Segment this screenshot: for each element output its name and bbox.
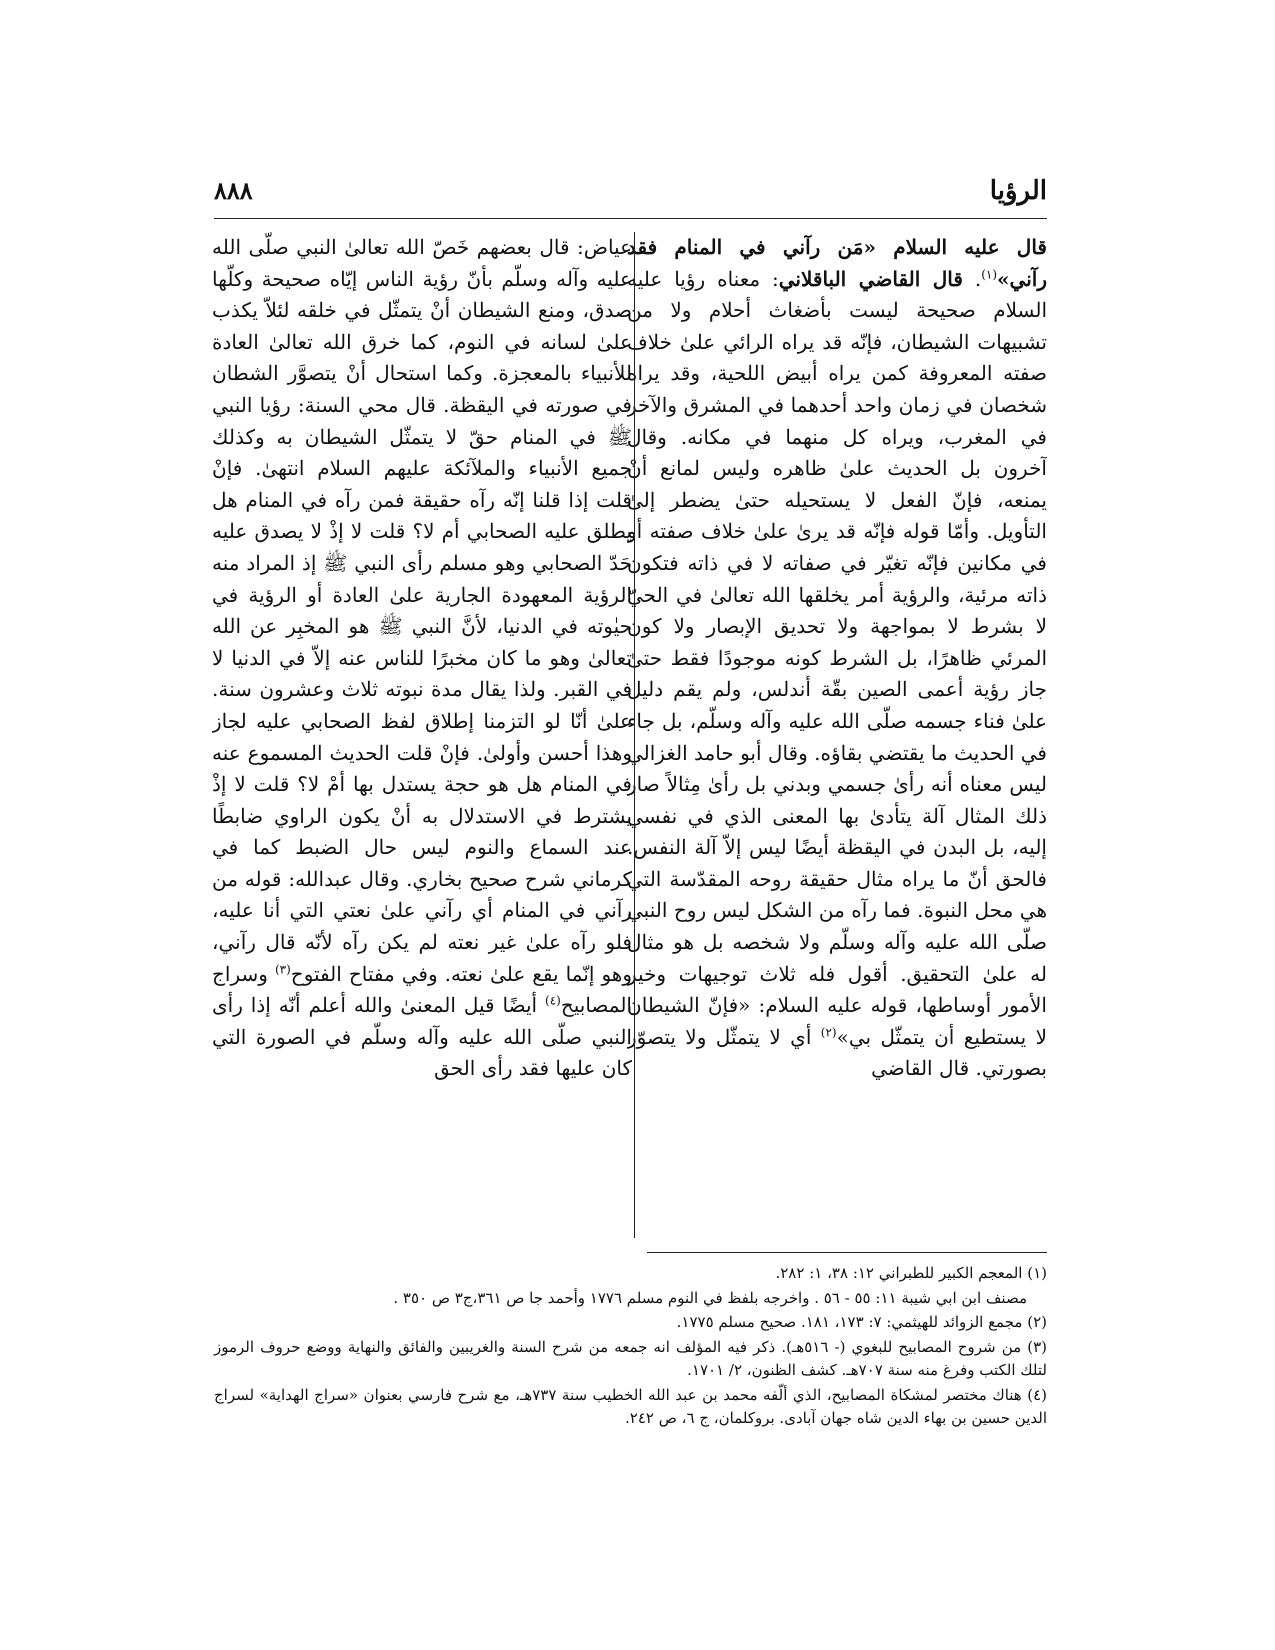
footnote-ref-2: (٢) <box>820 1025 837 1040</box>
footnote-1: (١) المعجم الكبير للطبراني ١٢: ٣٨، ١: ٢٨٢. <box>775 1264 1047 1282</box>
baqillani-label: قال القاضي الباقلاني <box>778 266 963 291</box>
left-column <box>212 232 632 1242</box>
hadith-quote: قال عليه السلام «مَن رآني في المنام فقد رآني» <box>627 235 1047 291</box>
left-body-3: أيضًا قيل المعنىٰ والله أعلم أنّه إذا رأى النبي صلّى الله عليه وآله وسلّم في الصورة التي كان عليها فقد رأى الحق <box>212 993 632 1081</box>
column-rule <box>634 232 635 1238</box>
running-title: الرؤيا <box>989 176 1047 206</box>
header-rule <box>214 218 1047 219</box>
footnote-2: (٢) مجمع الزوائد للهيثمي: ٧: ١٧٣، ١٨١. صحيح مسلم ١٧٧٥. <box>676 1313 1047 1331</box>
footnote-3: (٣) من شروح المصابيح للبغوي (- ٥١٦هـ). ذكر فيه المؤلف انه جمعه من شرح السنة والغريبين والفائق والنهاية ووضع حروف الرموز لتلك الكتب وفرغ منه سنة ٧٠٧هـ. كشف الظنون، ٢/ ١٧٠١. <box>214 1337 1048 1379</box>
right-body-1: : معناه رؤيا عليه السلام صحيحة ليست بأضغاث أحلام ولا من تشبيهات الشيطان، فإنّه قد يراه الرائي علىٰ خلاف صفته المعروفة كمن يراه أبيض اللحية، وقد يراه شخصان في زمان واحد أحدهما في المشرق والآخر في المغرب، ويراه كل منهما في مكانه. وقال آخرون بل الحديث علىٰ ظاهره وليس لمانع أنْ يمنعه، فإنّ الفعل لا يستحيله حتىٰ يضطر إلىٰ التأويل. وأمّا قوله فإنّه قد يرىٰ علىٰ خلاف صفته أو في مكانين فإنّه تغيّر في صفاته لا في ذاته فتكون ذاته مرئية، والرؤية أمر يخلقها الله تعالىٰ في الحيّ لا بشرط لا بمواجهة ولا تحديق الإبصار ولا كون المرئي ظاهرًا، بل الشرط كونه موجودًا فقط حتىٰ جاز رؤية أعمى الصين بقّة أندلس، ولم يقم دليل علىٰ فناء جسمه صلّى الله عليه وآله وسلّم، بل جاء في الحديث ما يقتضي بقاؤه. وقال أبو حامد الغزالي ليس معناه أنه رأىٰ جسمي وبدني بل رأىٰ مِثالاً صار ذلك المثال آلة يتأدىٰ بها المعنى الذي في نفسي إليه، بل البدن في اليقظة أيضًا ليس إلاّ آلة النفس. فالحق أنّ ما يراه مثال حقيقة روحه المقدّسة التي هي محل النبوة. فما رآه من الشكل ليس روح النبي صلّى الله عليه وآله وسلّم ولا شخصه بل هو مثال له علىٰ التحقيق. أقول فله ثلاث توجيهات وخير الأمور أوساطها، قوله عليه السلام: «فإنّ الشيطان لا يستطيع أن يتمثّل بي» <box>627 266 1047 1049</box>
left-column-text <box>212 232 632 1085</box>
footnote-ref-3: (٣) <box>274 962 291 976</box>
right-column-text: قال عليه السلام «مَن رآني في المنام فقد رآني»$^{(١)}$. قال القاضي الباقلاني: معناه رؤيا عليه السلام صحيحة ليست بأضغاث أحلام ولا من تشبيهات الشيطان، فإنّه قد يراه الرائي علىٰ خلاف صفته المعروفة كمن يراه أبيض اللحية، وقد يراه شخصان في زمان واحد أحدهما في المشرق والآخر في المغرب، ويراه كل منهما في مكانه. وقال آخرون بل الحديث علىٰ ظاهره وليس لمانع أنْ يمنعه، فإنّ الفعل لا يستحيله حتىٰ يضطر إلىٰ التأويل. وأمّا قوله فإنّه قد يرىٰ علىٰ خلاف صفته أو في مكانين فإنّه تغيّر في صفاته لا في ذاته فتكون ذاته مرئية، والرؤية أمر يخلقها الله تعالىٰ في الحيّ لا بشرط لا بمواجهة ولا تحديق الإبصار ولا كون المرئي ظاهرًا، بل الشرط كونه موجودًا فقط حتىٰ جاز رؤية أعمى الصين بقّة أندلس، ولم يقم دليل علىٰ فناء جسمه صلّى الله عليه وآله وسلّم، بل جاء في الحديث ما يقتضي بقاؤه. وقال أبو حامد الغزالي ليس معناه أنه رأىٰ جسمي وبدني بل رأىٰ مِثالاً صار ذلك المثال آلة يتأدىٰ بها المعنى الذي في نفسي إليه، بل البدن في اليقظة أيضًا ليس إلاّ آلة النفس. فالحق أنّ ما يراه مثال حقيقة روحه المقدّسة التي هي محل النبوة. فما رآه من الشكل ليس روح النبي صلّى الله عليه وآله وسلّم ولا شخصه بل هو مثال له علىٰ التحقيق. أقول فله ثلاث توجيهات وخير الأمور أوساطها، قوله عليه السلام: «فإنّ الشيطان لا يستطيع أن يتمثّل بي»$^{(٢)}$ أي لا يتمثّل ولا يتصوّر بصورتي. قال القاضي <box>627 235 1047 1081</box>
right-body-2: أي لا يتمثّل ولا يتصوّر بصورتي. قال القاضي <box>627 1024 1047 1081</box>
right-column <box>627 232 1047 1242</box>
footnote-4: (٤) هناك مختصر لمشكاة المصابيح، الذي ألّفه محمد بن عبد الله الخطيب سنة ٧٣٧هـ، مع شرح فارسي بعنوان «سراج الهداية» لسراج الدين حسين بن بهاء الدين شاه جهان آبادى. بروكلمان، ج ٦، ص ٢٤٢. <box>214 1385 1048 1427</box>
left-body-2: وسراج المصابيح <box>212 961 632 1018</box>
left-body-1: عياض: قال بعضهم خَصّ الله تعالىٰ النبي صلّى الله عليه وآله وسلّم بأنّ رؤية الناس إيّاه صحيحة وكلّها صدق، ومنع الشيطان أنْ يتمثّل في خلقه لئلاّ يكذب علىٰ لسانه في النوم، كما خرق الله تعالىٰ العادة للأنبياء بالمعجزة. وكما استحال أنْ يتصوَّر الشطان في صورته في اليقظة. قال محي السنة: رؤيا النبي ﷺ في المنام حقّ لا يتمثّل الشيطان به وكذلك جميع الأنبياء والملآئكة عليهم السلام انتهىٰ. فإنْ قلت إذا قلنا إنّه رآه حقيقة فمن رآه في المنام هل يطلق عليه الصحابي أم لا؟ قلت لا إذْ لا يصدق عليه حَدّ الصحابي وهو مسلم رأى النبي ﷺ إذ المراد منه الرؤية المعهودة الجارية علىٰ العادة أو الرؤية في حيٰوته في الدنيا، لأنَّ النبي ﷺ هو المخبِر عن الله تعالىٰ وهو ما كان مخبرًا للناس عنه إلاّ في الدنيا لا في القبر. ولذا يقال مدة نبوته ثلاث وعشرون سنة. علىٰ أنّا لو التزمنا إطلاق لفظ الصحابي عليه لجاز وهذا أحسن وأولىٰ. فإنْ قلت الحديث المسموع عنه في المنام هل هو حجة يستدل بها أمْ لا؟ قلت لا إذْ يشترط في الاستدلال به أنْ يكون الراوي ضابطًا عند السماع والنوم ليس حال الضبط كما في كرماني شرح صحيح بخاري. وقال عبدالله: قوله من رآني في المنام أي رآني علىٰ نعتي التي أنا عليه، فلو رآه علىٰ غير نعته لم يكن رآه لأنّه قال رآني، وهو إنّما يقع علىٰ نعته. وفي مفتاح الفتوح <box>212 235 632 986</box>
footnote-ref-4: (٤) <box>545 993 561 1008</box>
footnote-ref-1: (١) <box>981 266 998 281</box>
footnotes <box>214 1262 1047 1432</box>
footnote-1-continued: مصنف ابن ابي شيبة ١١: ٥٥ - ٥٦ . واخرجه بلفظ في النوم مسلم ١٧٧٦ وأحمد جا ص ٣٦١،ج٣ ص ٣٥٠ . <box>393 1288 1027 1307</box>
footnote-rule <box>647 1252 1047 1253</box>
page-number: ٨٨٨ <box>214 176 253 205</box>
